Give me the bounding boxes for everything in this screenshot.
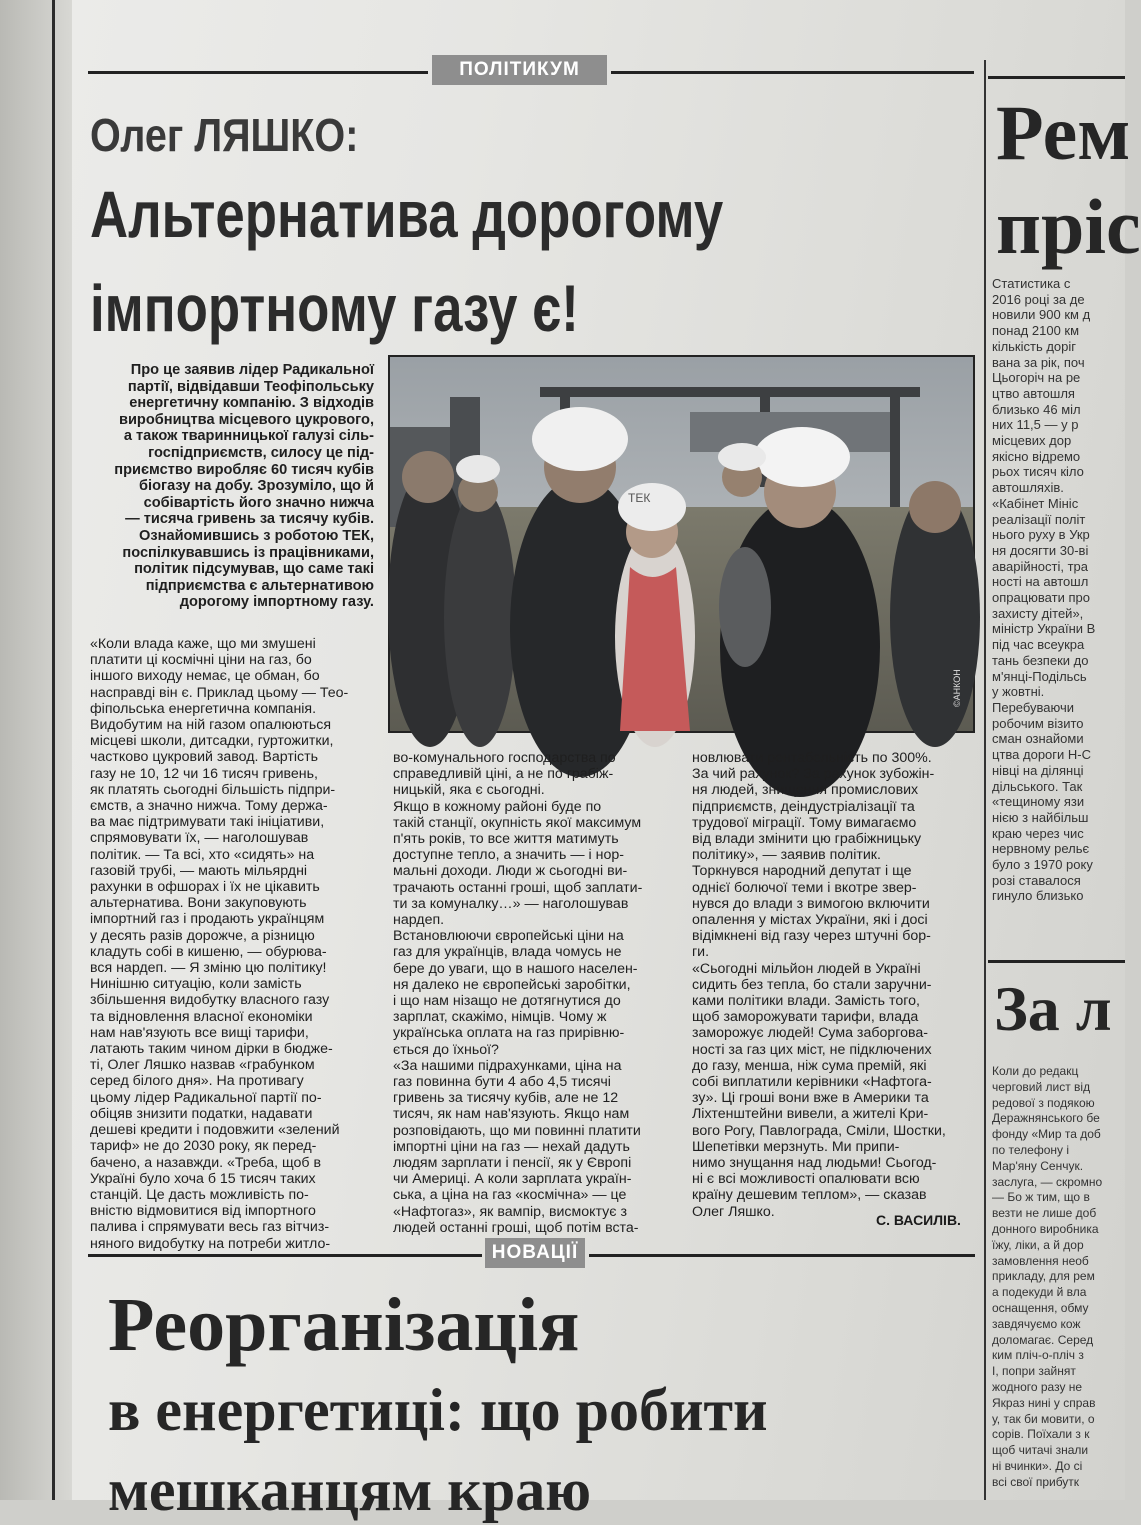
bottom-article-title-line2: в енергетиці: що робити bbox=[108, 1377, 768, 1443]
text-line: до газу, менша, ніж сума премій, які bbox=[692, 1057, 927, 1074]
text-line: та відновлення власної економіки bbox=[90, 1008, 313, 1025]
text-line: близько 46 міл bbox=[992, 401, 1081, 417]
text-line: ня досягти 30-ві bbox=[992, 542, 1089, 558]
text-line: Про це заявив лідер Радикальної bbox=[130, 362, 374, 378]
text-line: во-комунального господарства по bbox=[393, 750, 616, 766]
text-line: опрацювати про bbox=[992, 590, 1090, 606]
text-line: Деражнянського бе bbox=[992, 1111, 1100, 1126]
right-article2-title: За л bbox=[994, 973, 1112, 1044]
text-line: станцій. Це дасть можливість по- bbox=[90, 1186, 309, 1203]
text-line: Встановлюючи європейські ціни на bbox=[393, 928, 624, 945]
text-line: ська, а ціна на газ «космічна» — це bbox=[393, 1187, 627, 1204]
text-line: країну дешевим теплом», — сказав bbox=[692, 1187, 927, 1204]
text-line: завдячуємо кож bbox=[992, 1316, 1081, 1331]
text-line: імпортний газ і продають українцям bbox=[90, 911, 325, 928]
text-line: біогазу на добу. Зрозуміло, що й bbox=[139, 478, 374, 495]
text-line: ності за газ цих міст, не підключених bbox=[692, 1041, 932, 1058]
text-line: і що нам нізащо не дотягнутися до bbox=[393, 993, 621, 1010]
article-column-2 bbox=[393, 750, 680, 1236]
text-line: фіпольська енергетична компанія. bbox=[90, 700, 317, 717]
text-line: а також тваринницької галузі сіль- bbox=[123, 428, 374, 445]
text-line: ємств, а значно нижча. Тому держа- bbox=[90, 798, 328, 815]
text-line: вністю відмовитися від імпортного bbox=[90, 1203, 316, 1220]
bottom-article-title-line1: Реорганізація bbox=[108, 1283, 580, 1367]
text-line: трудової міграції. Тому вимагаємо bbox=[692, 814, 917, 831]
text-line: Україні було хоча б 15 тисяч таких bbox=[90, 1170, 316, 1187]
text-line: місцевих дор bbox=[992, 433, 1072, 449]
text-line: щоб читачі знали bbox=[992, 1443, 1089, 1458]
text-line: їжу, ліки, а й дор bbox=[992, 1237, 1084, 1252]
text-line: нервному рельє bbox=[992, 841, 1090, 857]
article-title-line1: Альтернатива дорогому bbox=[90, 177, 724, 251]
text-line: гинуло близько bbox=[992, 888, 1084, 904]
text-line: ницькій, яка є сьогодні. bbox=[393, 782, 545, 799]
text-line: ності на автошл bbox=[992, 574, 1089, 590]
previous-page-edge bbox=[0, 0, 72, 1500]
text-line: газу не 10, 12 чи 16 тисяч гривень, bbox=[90, 765, 318, 782]
text-line: ні вчинки». До сі bbox=[992, 1458, 1083, 1473]
rubric2-rule-right bbox=[589, 1254, 975, 1257]
text-line: м'янці-Подільсь bbox=[992, 668, 1087, 684]
text-line: однієї болючої теми і вкотре звер- bbox=[692, 879, 917, 896]
rubric-novatsii: НОВАЦІЇ bbox=[485, 1238, 585, 1268]
text-line: заморожує людей! Сума заборгова- bbox=[692, 1025, 928, 1042]
text-line: Ознайомившись з роботою ТЕК, bbox=[139, 527, 374, 544]
photo-credit: ©АНКОН bbox=[952, 669, 962, 707]
text-line: збільшення видобутку власного газу bbox=[90, 992, 330, 1009]
text-line: людям зарплати і пенсії, як у Європі bbox=[393, 1155, 632, 1172]
text-line: від влади змінити цю грабіжницьку bbox=[692, 831, 922, 848]
text-line: ті, Олег Ляшко назвав «грабунком bbox=[90, 1057, 315, 1074]
text-line: справедливій ціні, а не по грабіж- bbox=[393, 766, 614, 783]
text-line: Ліхтенштейни вивели, а жителі Кри- bbox=[692, 1106, 929, 1123]
article-signature: С. ВАСИЛІВ. bbox=[876, 1212, 961, 1228]
text-line: тариф» не до 2030 року, як перед- bbox=[90, 1138, 317, 1155]
text-line: ється до їхньої? bbox=[393, 1041, 499, 1058]
text-line: аварійності, тра bbox=[992, 558, 1088, 574]
text-line: альтернатива. Вони закуповують bbox=[90, 895, 307, 912]
text-line: рахунки в офшорах і їх не цікавить bbox=[90, 879, 320, 896]
text-line: у жовтні. bbox=[992, 684, 1045, 700]
text-line: розі ставалося bbox=[992, 872, 1081, 888]
text-line: українська оплата на газ прирівню- bbox=[393, 1025, 625, 1042]
article-photo bbox=[388, 355, 975, 733]
text-line: ками політики влади. Замість того, bbox=[692, 993, 920, 1010]
text-line: новили 900 км д bbox=[992, 307, 1091, 323]
text-line: Нинішню ситуацію, коли замість bbox=[90, 976, 302, 993]
text-line: нівці на ділянці bbox=[992, 762, 1084, 778]
text-line: дільського. Так bbox=[992, 778, 1083, 794]
right-article2-text bbox=[992, 1064, 1125, 1500]
fold-line bbox=[52, 0, 55, 1500]
text-line: політику», — заявив політик. bbox=[692, 847, 881, 864]
text-line: було з 1970 року bbox=[992, 857, 1093, 873]
text-line: автошляхів. bbox=[992, 480, 1064, 496]
text-line: Якраз нині у справ bbox=[992, 1395, 1096, 1410]
text-line: спрямовувати їх, — наголошував bbox=[90, 830, 309, 847]
text-line: зарплат, скажімо, німців. Чому ж bbox=[393, 1009, 607, 1026]
text-line: робочим візито bbox=[992, 715, 1084, 731]
text-line: «тещиному язи bbox=[992, 794, 1085, 810]
text-line: замовлення необ bbox=[992, 1253, 1089, 1268]
bottom-article-title-line3: мешканцям краю bbox=[108, 1457, 592, 1523]
text-line: няного видобутку на потреби житло- bbox=[90, 1235, 331, 1252]
text-line: Видобутим на ній газом опалюються bbox=[90, 717, 332, 734]
text-line: вся нардеп. — Я зміню цю політику! bbox=[90, 960, 327, 977]
text-line: трачають останні гроші, щоб заплати- bbox=[393, 879, 643, 896]
text-line: сорів. Поїхали з к bbox=[992, 1427, 1090, 1442]
text-line: Якщо в кожному районі буде по bbox=[393, 798, 602, 815]
text-line: понад 2100 км bbox=[992, 323, 1080, 339]
rubric2-rule-left bbox=[88, 1254, 482, 1257]
text-line: платити ці космічні ціни на газ, бо bbox=[90, 652, 312, 669]
text-line: вана за рік, поч bbox=[992, 354, 1085, 370]
text-line: розповідають, що ми повинні платити bbox=[393, 1122, 641, 1139]
text-line: Шепетівки мерзнуть. Ми припи- bbox=[692, 1138, 900, 1155]
text-line: нією з найбільш bbox=[992, 809, 1089, 825]
text-line: доломагає. Серед bbox=[992, 1332, 1094, 1347]
text-line: «Кабінет Мініс bbox=[992, 495, 1079, 511]
text-line: редової з подякою bbox=[992, 1095, 1095, 1110]
text-line: собі виплатили керівники «Нафтога- bbox=[692, 1074, 932, 1091]
text-line: опалення у містах України, які і досі bbox=[692, 912, 928, 929]
text-line: Торкнувся народний депутат і ще bbox=[692, 863, 912, 880]
text-line: під час всеукра bbox=[992, 637, 1085, 653]
text-line: рьох тисяч кіло bbox=[992, 464, 1084, 480]
text-line: ні є всі можливості опалювати всю bbox=[692, 1171, 920, 1188]
text-line: у, так би мовити, о bbox=[992, 1411, 1095, 1426]
text-line: реалізації політ bbox=[992, 511, 1086, 527]
text-line: жодного разу не bbox=[992, 1379, 1083, 1394]
text-line: сман ознайоми bbox=[992, 731, 1084, 747]
text-line: нього руху в Укр bbox=[992, 527, 1090, 543]
text-line: «Нафтогаз», як вампір, висмоктує з bbox=[393, 1203, 627, 1220]
text-line: собівартість його значно нижча bbox=[143, 494, 374, 511]
text-line: ти за комуналку…» — наголошував bbox=[393, 895, 629, 912]
text-line: виробництва місцевого цукрового, bbox=[118, 411, 374, 428]
text-line: нувся до влади з вимогою включити bbox=[692, 895, 930, 912]
text-line: черговий лист від bbox=[992, 1079, 1091, 1094]
text-line: ги. bbox=[692, 944, 710, 961]
text-line: цтво автошля bbox=[992, 385, 1075, 401]
text-line: нам нав'язують все вищі тарифи, bbox=[90, 1024, 309, 1041]
text-line: донного виробника bbox=[992, 1221, 1099, 1236]
text-line: Перебуваючи bbox=[992, 699, 1075, 715]
text-line: фонду «Мир та доб bbox=[992, 1127, 1101, 1142]
text-line: заслуга, — скромно bbox=[992, 1174, 1103, 1189]
text-line: чи Америці. А коли зарплата україн- bbox=[393, 1171, 632, 1188]
text-line: по телефону і bbox=[992, 1142, 1069, 1157]
text-line: а подекуди й вла bbox=[992, 1285, 1087, 1300]
text-line: всі свої прибутк bbox=[992, 1474, 1080, 1489]
text-line: Олег Ляшко. bbox=[692, 1203, 775, 1220]
text-line: кількість доріг bbox=[992, 338, 1077, 354]
text-line: відімкнені від газу через штучні бор- bbox=[692, 928, 931, 945]
text-line: доступне тепло, а значить — і нор- bbox=[393, 847, 624, 864]
right-article1-title-line1: Рем bbox=[996, 89, 1131, 176]
text-line: «За нашими підрахунками, ціна на bbox=[393, 1057, 622, 1074]
text-line: палива і спрямувати весь газ вітчиз- bbox=[90, 1219, 330, 1236]
text-line: газовій трубі, — мають мільярдні bbox=[90, 862, 308, 879]
text-line: підприємств, деіндустріалізації та bbox=[692, 798, 915, 815]
text-line: політик. — Та всі, хто «сидять» на bbox=[90, 846, 315, 863]
text-line: імпортні ціни на газ — нехай дадуть bbox=[393, 1138, 630, 1155]
text-line: тисяч, як нам нав'язують. Якщо нам bbox=[393, 1106, 630, 1123]
text-line: п'ять років, то все життя матимуть bbox=[393, 831, 619, 848]
text-line: — тисяча гривень за тисячу кубів. bbox=[125, 511, 374, 528]
text-line: сидить без тепла, бо стали заручни- bbox=[692, 976, 932, 993]
text-line: серед білого дня». На противагу bbox=[90, 1073, 304, 1090]
text-line: ва має підтримувати такі ініціативи, bbox=[90, 814, 325, 831]
text-line: вого Рогу, Павлограда, Сміли, Шостки, bbox=[692, 1122, 946, 1139]
article-lead bbox=[90, 362, 374, 620]
text-line: частково цукровий завод. Вартість bbox=[90, 749, 318, 766]
text-line: госпідприємств, силосу це під- bbox=[148, 444, 374, 461]
text-line: ня далеко не європейські заробітки, bbox=[393, 976, 631, 993]
text-line: Цьогоріч на ре bbox=[992, 370, 1081, 386]
text-line: оснащення, обму bbox=[992, 1300, 1089, 1315]
text-line: підприємства є альтернативою bbox=[145, 577, 374, 594]
right-article1-title-line2: пріс bbox=[996, 183, 1141, 270]
text-line: поспілкувавшись із працівниками, bbox=[122, 544, 374, 561]
text-line: Статистика с bbox=[992, 276, 1071, 291]
text-line: насправді він є. Приклад цьому — Тео- bbox=[90, 684, 349, 701]
text-line: захисту дітей», bbox=[992, 605, 1084, 621]
text-line: — Бо ж тим, що в bbox=[992, 1190, 1090, 1205]
right-top-rule bbox=[988, 76, 1125, 79]
text-line: такій станції, окупність якої максимум bbox=[393, 814, 642, 831]
article-column-1 bbox=[90, 636, 376, 1252]
text-line: дорогому імпортному газу. bbox=[179, 594, 374, 611]
rubric-politykum: ПОЛІТИКУМ bbox=[432, 55, 607, 85]
text-line: міністр України В bbox=[992, 621, 1096, 637]
text-line: За чий рахунок? За рахунок зубожін- bbox=[692, 766, 935, 783]
text-line: якісно відремо bbox=[992, 448, 1081, 464]
text-line: бачено, а назавжди. «Треба, щоб в bbox=[90, 1154, 321, 1171]
text-line: них 11,5 — у р bbox=[992, 417, 1079, 433]
text-line: газ повинна бути 4 або 4,5 тисячі bbox=[393, 1074, 611, 1091]
article-kicker: Олег ЛЯШКО: bbox=[90, 109, 359, 161]
text-line: партії, відвідавши Теофіпольську bbox=[127, 378, 374, 395]
text-line: обіцяв знизити податки, надавати bbox=[90, 1105, 313, 1122]
text-line: дешеві кредити і подовжити «зелений bbox=[90, 1122, 340, 1139]
text-line: іншого виходу немає, це обман, бо bbox=[90, 668, 320, 685]
text-line: бере до уваги, що в нашого населен- bbox=[393, 960, 638, 977]
rubric-rule-left bbox=[88, 71, 428, 74]
rubric-rule-right bbox=[611, 71, 974, 74]
text-line: латають таким чином дірки в бюдже- bbox=[90, 1041, 333, 1058]
text-line: ня людей, знищення промислових bbox=[692, 782, 919, 799]
text-line: тань безпеки до bbox=[992, 652, 1089, 668]
text-line: «Сьогодні мільйон людей в Україні bbox=[692, 960, 921, 977]
text-line: 2016 році за де bbox=[992, 291, 1085, 307]
text-line: прикладу, для рем bbox=[992, 1269, 1095, 1284]
text-line: газ для українців, влада чомусь не bbox=[393, 944, 622, 961]
photo-illustration bbox=[390, 357, 973, 731]
text-line: краю через чис bbox=[992, 825, 1084, 841]
text-line: гривень за тисячу кубів, але не 12 bbox=[393, 1090, 619, 1107]
right-article1-text bbox=[992, 276, 1125, 966]
text-line: цтва дороги Н-С bbox=[992, 747, 1091, 763]
text-line: кладуть собі в кишеню, — обурюва- bbox=[90, 943, 327, 960]
text-line: І, попри зайнят bbox=[992, 1364, 1076, 1379]
text-line: політик підсумував, що саме такі bbox=[134, 561, 374, 578]
text-line: у десять разів дорожче, а різницю bbox=[90, 927, 315, 944]
text-line: «Коли влада каже, що ми змушені bbox=[90, 636, 316, 652]
text-line: як платять сьогодні більшість підпри- bbox=[90, 781, 336, 798]
right-mid-rule bbox=[988, 960, 1125, 963]
text-line: нимо знущання над людьми! Сьогод- bbox=[692, 1155, 937, 1172]
text-line: везти не лише доб bbox=[992, 1206, 1097, 1221]
text-line: місцеві школи, дитсадки, гуртожитки, bbox=[90, 733, 334, 750]
text-line: людей останні гроші, щоб потім вста- bbox=[393, 1219, 639, 1236]
text-line: щоб заморожувати тарифи, влада bbox=[692, 1009, 919, 1026]
text-line: мальні доходи. Люди ж сьогодні ви- bbox=[393, 863, 628, 880]
article-title-line2: імпортному газу є! bbox=[90, 271, 579, 345]
column-divider bbox=[984, 60, 986, 1500]
text-line: новлювати рентабельність по 300%. bbox=[692, 750, 932, 766]
helmet-label: ТЕК bbox=[628, 491, 651, 505]
text-line: нардеп. bbox=[393, 912, 445, 929]
text-line: приємство виробляє 60 тисяч кубів bbox=[114, 461, 374, 478]
text-line: Коли до редакц bbox=[992, 1064, 1079, 1078]
text-line: зу». Ці гроші вони вже в Америки та bbox=[692, 1090, 929, 1107]
text-line: енергетичну компанію. З відходів bbox=[129, 395, 374, 412]
text-line: ким пліч-о-пліч з bbox=[992, 1348, 1084, 1363]
text-line: цьому лідер Радикальної партії по- bbox=[90, 1089, 322, 1106]
text-line: Мар'яну Сенчук. bbox=[992, 1158, 1084, 1173]
